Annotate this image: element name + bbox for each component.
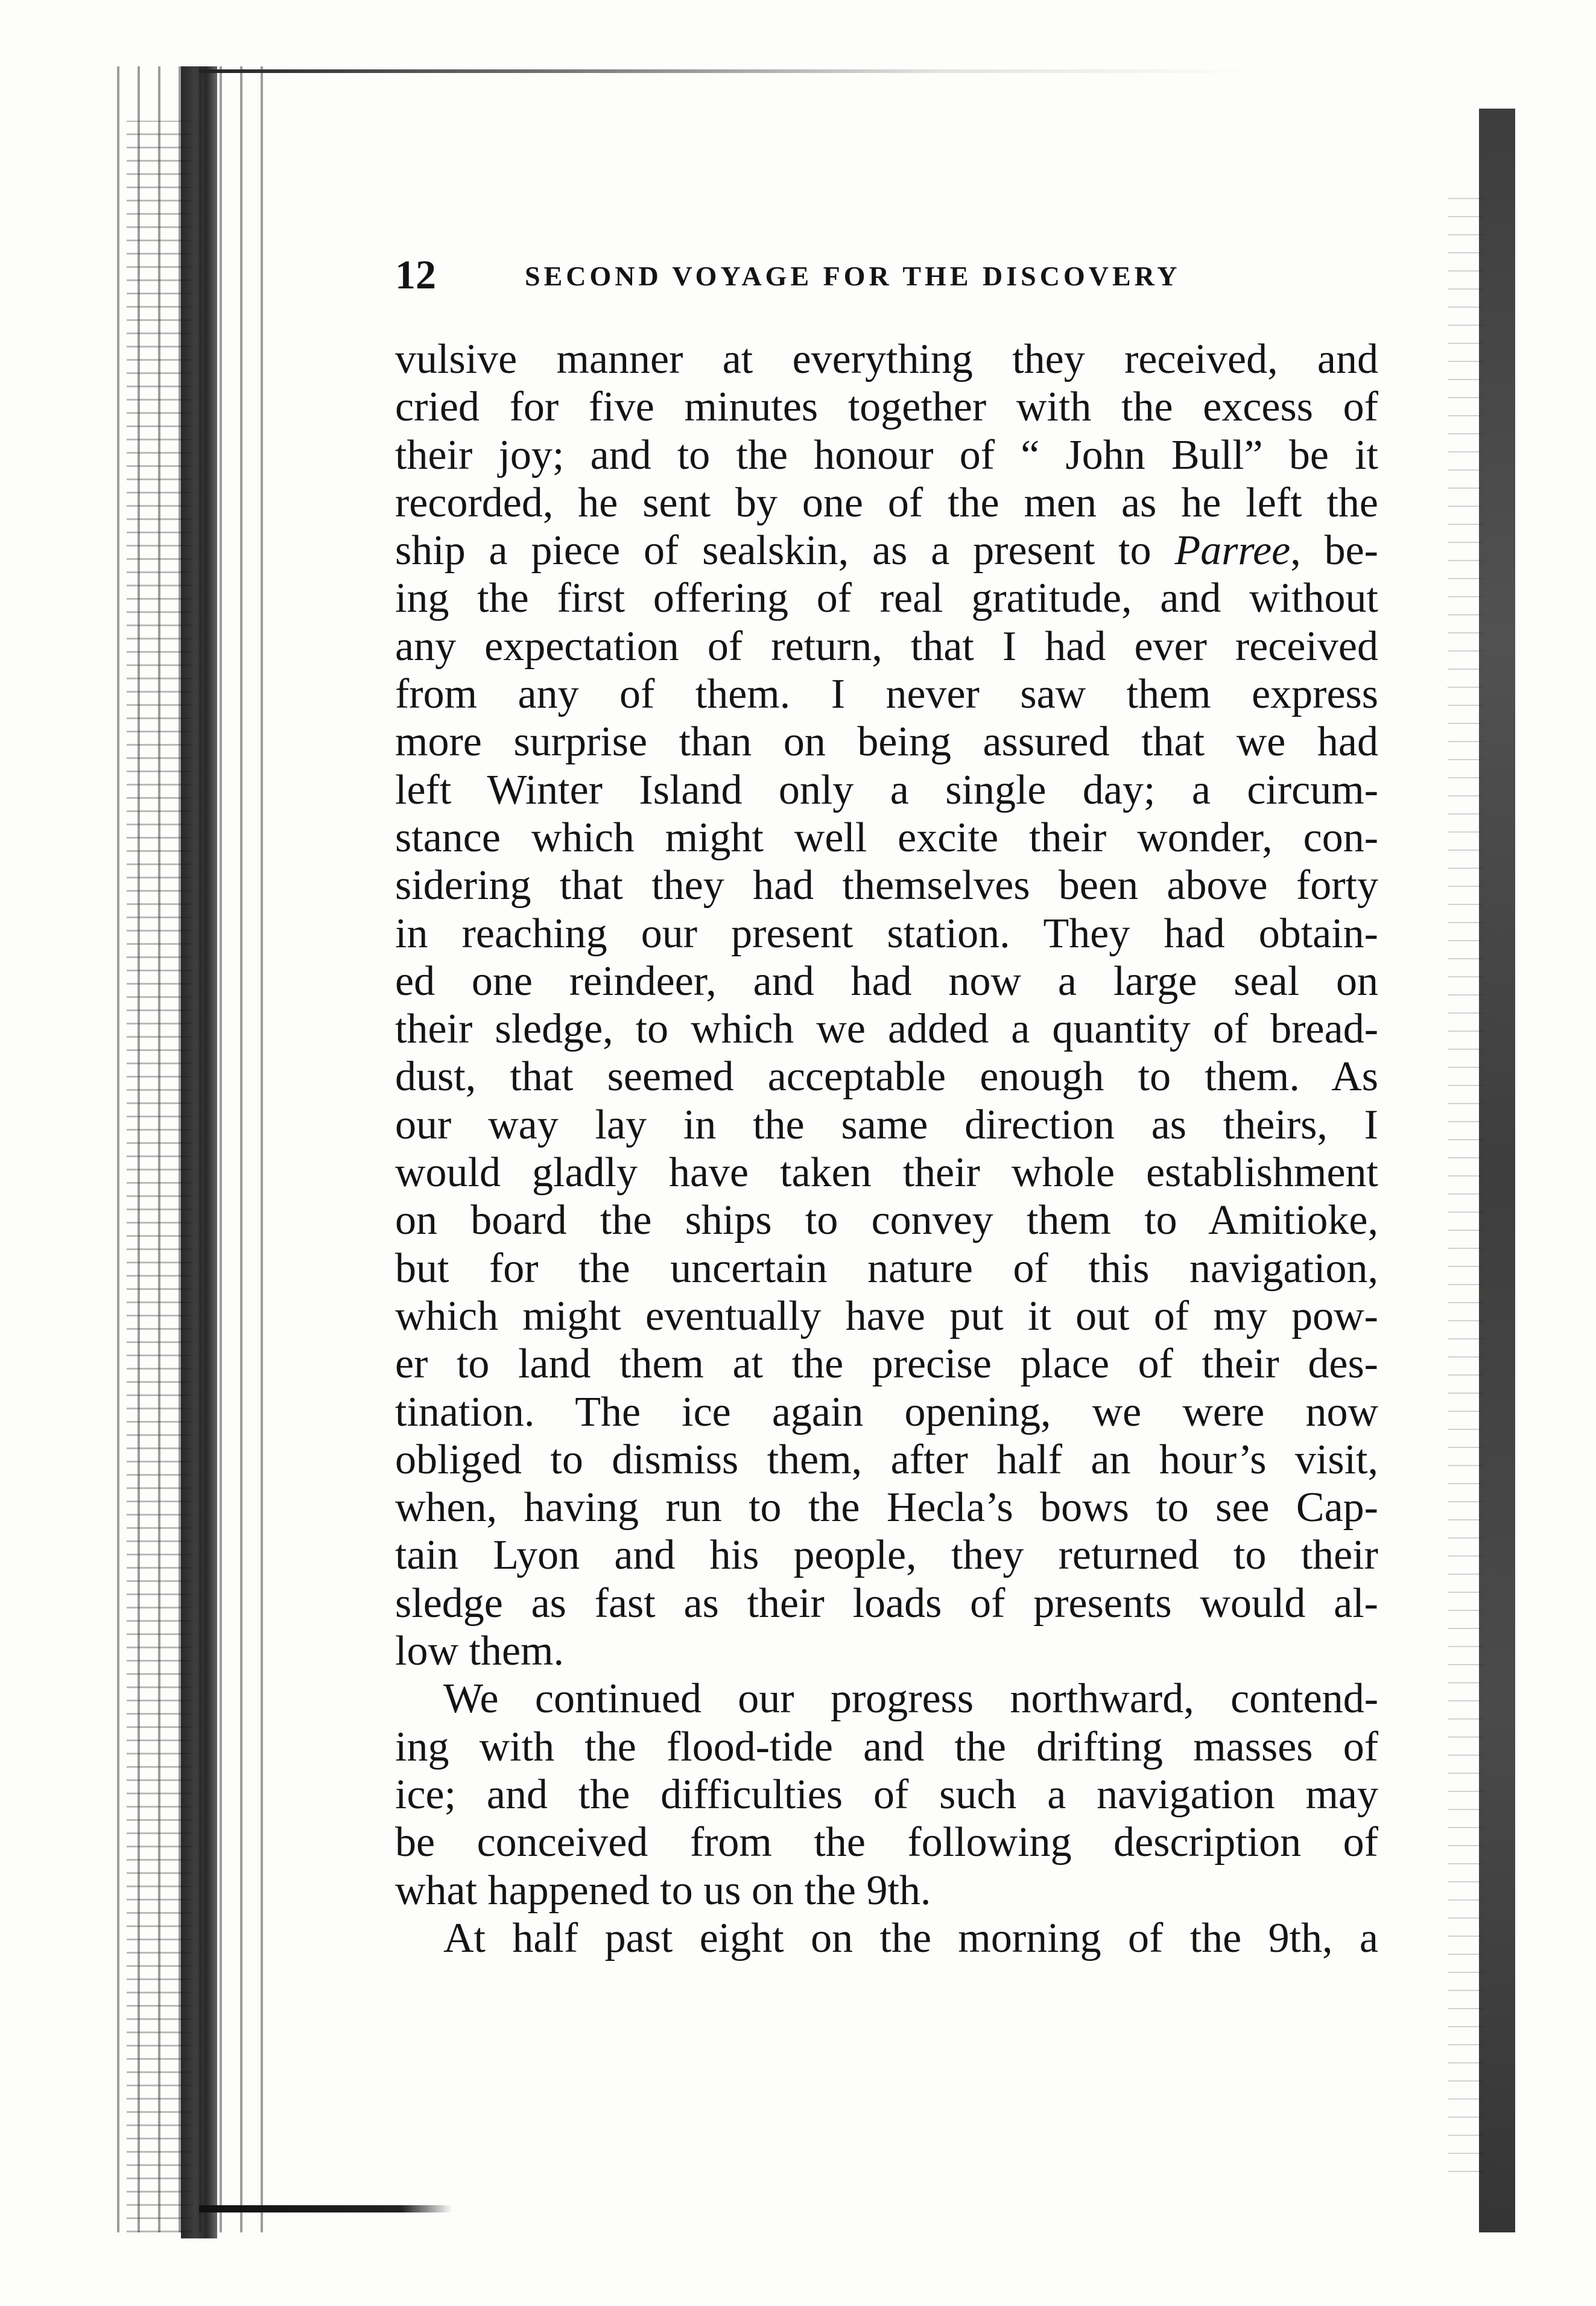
text-line: when, having run to the Hecla’s bows to see Cap- (395, 1484, 1378, 1531)
bottom-edge-shadow (199, 2205, 452, 2212)
text-line: tination. The ice again opening, we were now (395, 1388, 1378, 1435)
text-line: recorded, he sent by one of the men as he left the (395, 479, 1378, 526)
text-line: would gladly have taken their whole establishment (395, 1149, 1378, 1196)
text-line: left Winter Island only a single day; a circum- (395, 766, 1378, 813)
text-line-parree: ship a piece of sealskin, as a present to Parree, be- (395, 527, 1378, 574)
text-line: sledge as fast as their loads of presents would al- (395, 1580, 1378, 1627)
text-line: which might eventually have put it out of my pow- (395, 1292, 1378, 1339)
text-line: their sledge, to which we added a quantity of bread- (395, 1006, 1378, 1053)
text-line: ing the first offering of real gratitude, and without (395, 575, 1378, 622)
text-line-paragraph-start: We continued our progress northward, contend- (443, 1676, 1378, 1723)
text-line: ing with the flood-tide and the drifting masses of (395, 1723, 1378, 1770)
italic-name: Parree (1174, 527, 1291, 574)
text-line: more surprise than on being assured that we had (395, 719, 1378, 766)
text-line: dust, that seemed acceptable enough to them. As (395, 1053, 1378, 1101)
text-line-paragraph-start: At half past eight on the morning of the 9th, a (443, 1914, 1378, 1961)
page-header (395, 247, 1378, 302)
text-line: their joy; and to the honour of “ John Bull” be it (395, 431, 1378, 478)
text-line: in reaching our present station. They had obtain- (395, 910, 1378, 957)
text-line-paragraph-end: what happened to us on the 9th. (395, 1867, 931, 1914)
text-line: any expectation of return, that I had ever received (395, 623, 1378, 670)
book-spine-edge (181, 66, 217, 2238)
body-text (395, 335, 1378, 1962)
text-line: ed one reindeer, and had now a large seal on (395, 958, 1378, 1005)
page-number: 12 (395, 252, 436, 297)
text-line: obliged to dismiss them, after half an hour’s visit, (395, 1436, 1378, 1483)
text-line: ice; and the difficulties of such a navigation may (395, 1771, 1378, 1818)
right-page-edge (1479, 109, 1515, 2232)
text-line: tain Lyon and his people, they returned to their (395, 1532, 1378, 1579)
text-line: er to land them at the precise place of their des- (395, 1341, 1378, 1388)
text-line: our way lay in the same direction as theirs, I (395, 1101, 1378, 1148)
text-line: vulsive manner at everything they received, and (395, 336, 1378, 383)
text-line: stance which might well excite their wonder, con- (395, 814, 1378, 861)
text-line: cried for five minutes together with the excess of (395, 384, 1378, 431)
text-line: be conceived from the following description of (395, 1819, 1378, 1866)
text-line-paragraph-end: low them. (395, 1628, 564, 1675)
text-line: from any of them. I never saw them express (395, 671, 1378, 718)
text-line: on board the ships to convey them to Amitioke, (395, 1197, 1378, 1244)
top-edge-shadow (199, 69, 1255, 73)
running-head: SECOND VOYAGE FOR THE DISCOVERY (525, 261, 1181, 291)
text-line: but for the uncertain nature of this navigation, (395, 1245, 1378, 1292)
text-line: sidering that they had themselves been above forty (395, 862, 1378, 909)
right-edge-scan-noise (1448, 181, 1484, 2172)
